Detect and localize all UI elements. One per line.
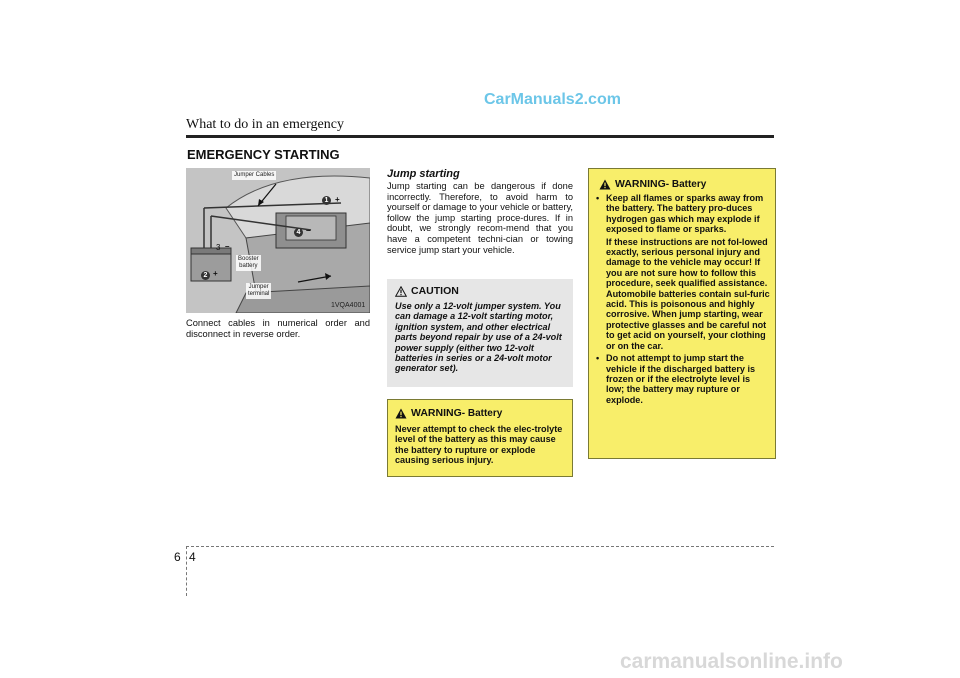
section-title: EMERGENCY STARTING bbox=[187, 147, 340, 162]
warning-right-list bbox=[594, 193, 770, 235]
warning-right-bullet-2-text: Do not attempt to jump start the vehicle if the discharged battery is frozen or if the electrolyte level is low; the battery may rupture or explode. bbox=[606, 353, 756, 405]
jump-starting-heading: Jump starting bbox=[387, 168, 460, 180]
warning-box-flames bbox=[588, 168, 776, 459]
warning-triangle-icon bbox=[395, 408, 407, 419]
page-chapter-number: 6 bbox=[174, 550, 181, 564]
marker-1: 1 bbox=[322, 196, 331, 205]
footer-rule bbox=[186, 546, 774, 547]
label-booster: Booster bbox=[238, 256, 259, 262]
label-battery: battery bbox=[239, 263, 258, 269]
marker-3: 3 bbox=[216, 243, 221, 252]
warning-mid-title-sub: - Battery bbox=[461, 407, 503, 419]
warning-mid-title-main: WARNING bbox=[411, 407, 462, 419]
sign-minus-4: – bbox=[306, 226, 311, 235]
warning-right-paragraph: If these instructions are not fol-lowed exactly, serious personal injury and damage to the vehicle may occur! If you are not sure how to follow this procedure, seek qualified assistance. Automobile batteries contain sul-furic acid. This is poisonous and highly corrosive. When jump starting, wear protective glasses and be careful not to get acid on yourself, your clothing or on the car. bbox=[606, 236, 770, 351]
label-jumper: Jumper bbox=[248, 284, 269, 290]
jump-start-illustration bbox=[186, 168, 370, 313]
jump-starting-text: Jump starting can be dangerous if done incorrectly. Therefore, to avoid harm to yourself or damage to your vehicle or battery, follow the jump starting proce-dures. If in doubt, we strongly recom-mend that you have a competent techni-cian or towing service jump start your vehicle. bbox=[387, 181, 573, 255]
bullet-glyph: • bbox=[596, 353, 600, 364]
warning-right-body bbox=[594, 193, 770, 405]
warning-right-bullet-frozen bbox=[594, 353, 770, 405]
label-terminal: terminal bbox=[248, 291, 270, 297]
caution-title: CAUTION bbox=[411, 285, 459, 297]
page-number: 4 bbox=[189, 550, 196, 564]
warning-right-title-row bbox=[599, 178, 706, 190]
warning-mid-title-row bbox=[395, 407, 502, 419]
sign-minus-3: – bbox=[225, 242, 230, 251]
caution-title-row bbox=[395, 285, 459, 297]
sign-plus-1: + bbox=[335, 195, 340, 204]
caution-triangle-icon bbox=[395, 286, 407, 297]
label-booster-battery bbox=[236, 255, 261, 271]
warning-right-title-main: WARNING bbox=[615, 178, 666, 190]
footer-vertical-rule bbox=[186, 546, 187, 596]
warning-right-bullet-flames bbox=[594, 193, 770, 235]
header-rule bbox=[186, 135, 774, 138]
sign-plus-2: + bbox=[213, 269, 218, 278]
connect-instructions: Connect cables in numerical order and disconnect in reverse order. bbox=[186, 318, 370, 339]
label-jumper-cables: Jumper Cables bbox=[234, 172, 275, 178]
warning-box-electrolyte bbox=[387, 399, 573, 477]
warning-triangle-icon bbox=[599, 179, 611, 190]
warning-right-bullet-1-text: Keep all flames or sparks away from the battery. The battery pro-duces hydrogen gas which may explode if exposed to flame or sparks. bbox=[606, 193, 764, 235]
warning-right-list-2 bbox=[594, 353, 770, 405]
figure-code: 1VQA4001 bbox=[331, 302, 366, 309]
marker-4: 4 bbox=[294, 228, 303, 237]
warning-right-title-sub: - Battery bbox=[665, 178, 707, 190]
chapter-title: What to do in an emergency bbox=[186, 117, 344, 132]
warning-mid-text: Never attempt to check the elec-trolyte level of the battery as this may cause the battery to rupture or explode causing serious injury. bbox=[395, 424, 563, 466]
engine-bay-drawing bbox=[186, 168, 370, 313]
watermark-carmanuals2: CarManuals2.com bbox=[484, 91, 621, 108]
watermark-carmanualsonline: carmanualsonline.info bbox=[620, 650, 843, 673]
marker-2: 2 bbox=[201, 271, 210, 280]
caution-box bbox=[387, 279, 573, 387]
caution-text: Use only a 12-volt jumper system. You can damage a 12-volt starting motor, ignition system, and other electrical parts beyond repair by use of a 24-volt power supply (either two 12-volt batteries in series or a 24-volt motor generator set). bbox=[395, 301, 562, 374]
bullet-glyph: • bbox=[596, 193, 600, 203]
label-jumper-terminal bbox=[246, 283, 271, 299]
